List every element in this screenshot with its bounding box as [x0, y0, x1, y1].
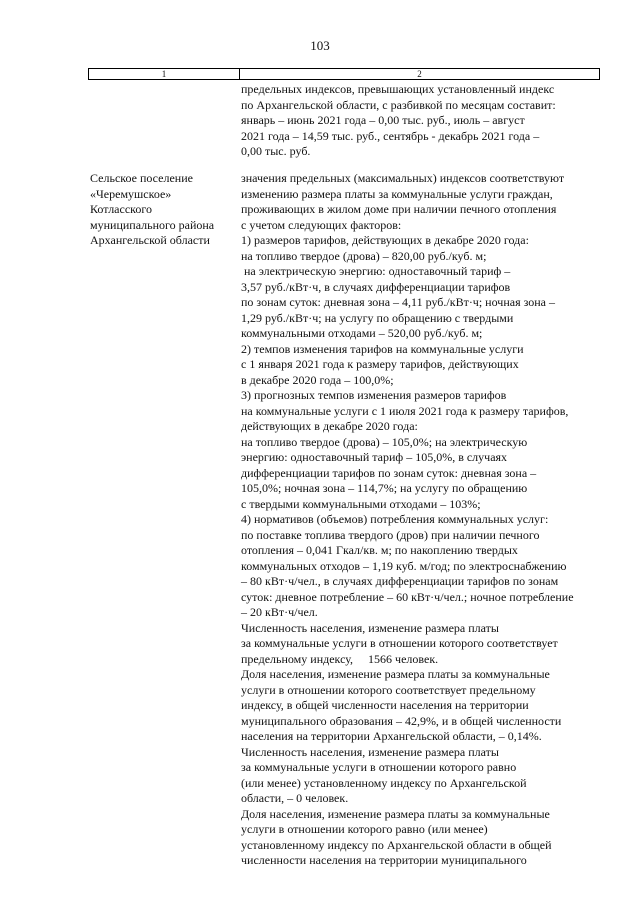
text-line: проживающих в жилом доме при наличии печного отопления — [241, 202, 557, 216]
text-line: – 80 кВт·ч/чел., в случаях дифференциации тарифов по зонам — [241, 574, 559, 588]
text-line: 3) прогнозных темпов изменения размеров тарифов — [241, 388, 507, 402]
text-line: 3,57 руб./кВт·ч, в случаях дифференциации тарифов — [241, 279, 511, 294]
continued-text-block — [241, 82, 601, 160]
text-line: предельному индексу, 1566 человек. — [241, 651, 439, 666]
municipality-line: Архангельской области — [90, 233, 210, 247]
text-line: коммунальных отходов – 1,19 куб. м/год; по электроснабжению — [241, 558, 567, 573]
text-line: в декабре 2020 года – 100,0%; — [241, 372, 394, 387]
text-line: 105,0%; ночная зона – 114,7%; на услугу по обращению — [241, 481, 528, 495]
text-line: услуги в отношении которого соответствует предельному — [241, 682, 536, 697]
text-line: Доля населения, изменение размера платы за коммунальные — [241, 806, 550, 821]
text-line: на электрическую энергию: одноставочный тариф – — [241, 264, 511, 278]
text-line: Численность населения, изменение размера платы — [241, 744, 499, 759]
text-line: 4) нормативов (объемов) потребления коммунальных услуг: — [241, 512, 549, 526]
text-line: 2) темпов изменения тарифов на коммунальные услуги — [241, 341, 524, 356]
municipality-line: «Черемушское» — [90, 186, 172, 201]
text-line: 2021 года – 14,59 тыс. руб., сентябрь - декабрь 2021 года – — [241, 128, 540, 143]
municipality-name — [90, 171, 240, 249]
text-line: с учетом следующих факторов: — [241, 217, 402, 232]
column-2-number: 2 — [417, 69, 422, 79]
text-line: на коммунальные услуги с 1 июля 2021 года к размеру тарифов, — [241, 403, 569, 418]
municipality-line: Сельское поселение — [90, 171, 193, 185]
municipality-line: муниципального района — [90, 217, 215, 232]
text-line: с твердыми коммунальными отходами – 103%; — [241, 496, 481, 511]
text-line: по зонам суток: дневная зона – 4,11 руб./кВт·ч; ночная зона – — [241, 295, 556, 309]
table-header — [88, 68, 600, 80]
text-line: на топливо твердое (дрова) – 820,00 руб./куб. м; — [241, 248, 487, 263]
text-line: дифференциации тарифов по зонам суток: дневная зона – — [241, 465, 537, 480]
text-line: предельных индексов, превышающих установленный индекс — [241, 82, 555, 96]
text-line: коммунальными отходами – 520,00 руб./куб. м; — [241, 326, 483, 340]
text-line: 0,00 тыс. руб. — [241, 144, 311, 158]
main-text-block — [241, 171, 601, 869]
text-line: – 20 кВт·ч/чел. — [241, 605, 318, 619]
text-line: за коммунальные услуги в отношении которого равно — [241, 760, 517, 774]
text-line: установленному индексу по Архангельской области в общей — [241, 837, 552, 852]
text-line: населения на территории Архангельской области, – 0,14%. — [241, 729, 542, 743]
text-line: январь – июнь 2021 года – 0,00 тыс. руб., июль – август — [241, 113, 525, 127]
text-line: по поставке топлива твердого (дров) при наличии печного — [241, 527, 540, 542]
text-line: за коммунальные услуги в отношении которого соответствует — [241, 636, 558, 650]
text-line: услуги в отношении которого равно (или менее) — [241, 822, 488, 836]
text-line: области, – 0 человек. — [241, 791, 349, 805]
text-line: индексу, в общей численности населения на территории — [241, 698, 529, 712]
text-line: с 1 января 2021 года к размеру тарифов, действующих — [241, 357, 519, 371]
text-line: 1) размеров тарифов, действующих в декабре 2020 года: — [241, 233, 529, 247]
text-line: изменению размера платы за коммунальные услуги граждан, — [241, 186, 553, 201]
text-line: отопления – 0,041 Гкал/кв. м; по накоплению твердых — [241, 543, 518, 557]
text-line: значения предельных (максимальных) индексов соответствуют — [241, 171, 565, 185]
text-line: Численность населения, изменение размера платы — [241, 620, 499, 635]
text-line: по Архангельской области, с разбивкой по месяцам составит: — [241, 97, 556, 112]
column-1-number: 1 — [89, 69, 240, 79]
text-line: (или менее) установленному индексу по Архангельской — [241, 775, 527, 790]
text-line: численности населения на территории муниципального — [241, 853, 527, 867]
municipality-line: Котласского — [90, 202, 153, 216]
text-line: энергию: одноставочный тариф – 105,0%, в случаях — [241, 450, 508, 464]
text-line: муниципального образования – 42,9%, и в общей численности — [241, 713, 562, 728]
text-line: действующих в декабре 2020 года: — [241, 419, 418, 433]
text-line: 1,29 руб./кВт·ч; на услугу по обращению с твердыми — [241, 310, 514, 325]
text-line: Доля населения, изменение размера платы за коммунальные — [241, 667, 550, 681]
text-line: на топливо твердое (дрова) – 105,0%; на электрическую — [241, 434, 528, 449]
text-line: суток: дневное потребление – 60 кВт·ч/чел.; ночное потребление — [241, 589, 574, 604]
page-number: 103 — [310, 38, 330, 53]
